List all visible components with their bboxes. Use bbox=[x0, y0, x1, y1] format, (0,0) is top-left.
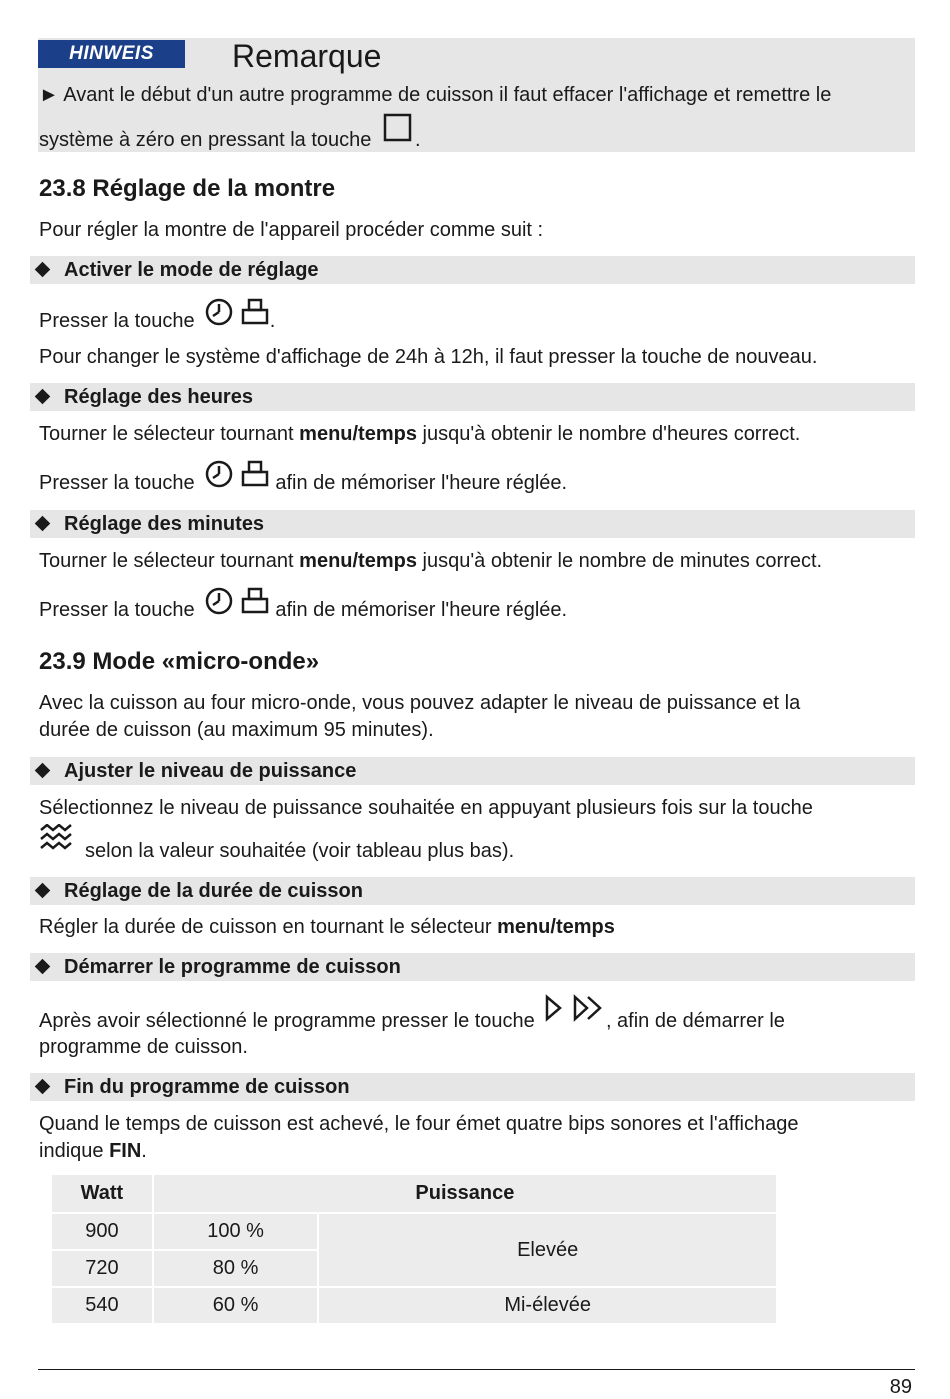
hours-line-2-text: Presser la touche bbox=[39, 472, 195, 494]
note-line-1: ► Avant le début d'un autre programme de cuisson il faut effacer l'affichage et remettre le bbox=[39, 84, 832, 106]
diamond-bullet-icon bbox=[35, 763, 51, 779]
double-play-icon bbox=[572, 993, 606, 1041]
note-line-2-text: système à zéro en pressant la touche bbox=[39, 129, 372, 151]
diamond-bullet-icon bbox=[35, 262, 51, 278]
page-number: 89 bbox=[889, 1376, 912, 1398]
clock-icon bbox=[204, 295, 234, 341]
clock-icon bbox=[204, 457, 234, 503]
step-bar-minutes bbox=[30, 510, 915, 538]
step-bar-end bbox=[30, 1073, 915, 1101]
section-23-8-heading: 23.8 Réglage de la montre bbox=[39, 175, 336, 202]
table-cell-watt: 720 bbox=[51, 1250, 153, 1287]
start-line-2: programme de cuisson. bbox=[39, 1036, 248, 1058]
square-stop-icon bbox=[381, 112, 415, 165]
end-line-1: Quand le temps de cuisson est achevé, le four émet quatre bips sonores et l'affichage bbox=[39, 1113, 799, 1135]
step-bar-activate bbox=[30, 256, 915, 284]
diamond-bullet-icon bbox=[35, 389, 51, 405]
table-cell-level: Mi-élevée bbox=[318, 1287, 777, 1324]
step-title: Réglage de la durée de cuisson bbox=[64, 880, 363, 902]
microwave-waves-icon bbox=[39, 824, 75, 864]
note-line-2 bbox=[39, 112, 421, 165]
step-bar-power bbox=[30, 757, 915, 785]
table-cell-percent: 60 % bbox=[153, 1287, 319, 1324]
table-cell-percent: 80 % bbox=[153, 1250, 319, 1287]
minutes-line-1-text: Tourner le sélecteur tournant bbox=[39, 550, 300, 572]
hours-line-1 bbox=[39, 421, 800, 447]
power-table bbox=[50, 1173, 778, 1325]
step-title: Réglage des heures bbox=[64, 386, 253, 408]
hours-line-1-end: jusqu'à obtenir le nombre d'heures correct. bbox=[416, 423, 801, 445]
step-bar-hours bbox=[30, 383, 915, 411]
table-header-watt: Watt bbox=[51, 1174, 153, 1213]
end-line-2-end: . bbox=[141, 1140, 147, 1162]
table-cell-level: Elevée bbox=[318, 1213, 777, 1287]
section-23-8-intro: Pour régler la montre de l'appareil procéder comme suit : bbox=[39, 219, 544, 241]
power-line-2: selon la valeur souhaitée (voir tableau plus bas). bbox=[85, 840, 515, 862]
section-23-9-intro-2: durée de cuisson (au maximum 95 minutes). bbox=[39, 719, 434, 741]
hours-line-2 bbox=[39, 457, 567, 503]
step-title: Fin du programme de cuisson bbox=[64, 1076, 350, 1098]
table-header-power: Puissance bbox=[153, 1174, 777, 1213]
minutes-line-1 bbox=[39, 548, 822, 574]
end-line-2-text: indique bbox=[39, 1140, 110, 1162]
clock-icon bbox=[204, 584, 234, 630]
play-icon bbox=[542, 993, 566, 1041]
end-line-2 bbox=[39, 1138, 147, 1164]
diamond-bullet-icon bbox=[35, 516, 51, 532]
activate-line-1 bbox=[39, 295, 275, 341]
step-title: Réglage des minutes bbox=[64, 513, 265, 535]
minutes-line-2 bbox=[39, 584, 567, 630]
minutes-line-1-end: jusqu'à obtenir le nombre de minutes correct. bbox=[416, 550, 823, 572]
hours-line-2-end: afin de mémoriser l'heure réglée. bbox=[275, 472, 568, 494]
note-badge: HINWEIS bbox=[38, 40, 185, 68]
hours-line-1-text: Tourner le sélecteur tournant bbox=[39, 423, 300, 445]
hours-line-1-bold: menu/temps bbox=[299, 423, 417, 445]
duration-line-1-bold: menu/temps bbox=[497, 916, 615, 938]
start-line-1-end: , afin de démarrer le bbox=[605, 1010, 785, 1032]
setting-key-icon bbox=[240, 457, 270, 503]
table-cell-watt: 540 bbox=[51, 1287, 153, 1324]
diamond-bullet-icon bbox=[35, 1079, 51, 1095]
duration-line-1 bbox=[39, 914, 615, 940]
setting-key-icon bbox=[240, 295, 270, 341]
minutes-line-2-end: afin de mémoriser l'heure réglée. bbox=[275, 599, 568, 621]
step-bar-duration bbox=[30, 877, 915, 905]
activate-line-1-end: . bbox=[269, 310, 276, 332]
note-title: Remarque bbox=[232, 38, 382, 74]
table-header-row bbox=[51, 1174, 777, 1213]
duration-line-1-text: Régler la durée de cuisson en tournant le sélecteur bbox=[39, 916, 498, 938]
setting-key-icon bbox=[240, 584, 270, 630]
section-23-9-intro-1: Avec la cuisson au four micro-onde, vous pouvez adapter le niveau de puissance et la bbox=[39, 692, 801, 714]
step-title: Démarrer le programme de cuisson bbox=[64, 956, 401, 978]
activate-line-2: Pour changer le système d'affichage de 24h à 12h, il faut presser la touche de nouveau. bbox=[39, 346, 818, 368]
step-title: Ajuster le niveau de puissance bbox=[64, 760, 357, 782]
section-23-9-heading: 23.9 Mode «micro-onde» bbox=[39, 648, 320, 675]
table-cell-percent: 100 % bbox=[153, 1213, 319, 1250]
note-line-2-end: . bbox=[414, 129, 421, 151]
power-line-1: Sélectionnez le niveau de puissance souhaitée en appuyant plusieurs fois sur la touche bbox=[39, 797, 813, 819]
activate-line-1-text: Presser la touche bbox=[39, 310, 195, 332]
minutes-line-2-text: Presser la touche bbox=[39, 599, 195, 621]
diamond-bullet-icon bbox=[35, 883, 51, 899]
diamond-bullet-icon bbox=[35, 959, 51, 975]
start-line-1-text: Après avoir sélectionné le programme presser le touche bbox=[39, 1010, 535, 1032]
minutes-line-1-bold: menu/temps bbox=[299, 550, 417, 572]
table-row bbox=[51, 1287, 777, 1324]
footer-rule bbox=[38, 1369, 915, 1370]
end-line-2-bold: FIN bbox=[109, 1140, 142, 1162]
table-cell-watt: 900 bbox=[51, 1213, 153, 1250]
table-row bbox=[51, 1213, 777, 1250]
step-bar-start bbox=[30, 953, 915, 981]
step-title: Activer le mode de réglage bbox=[64, 259, 319, 281]
